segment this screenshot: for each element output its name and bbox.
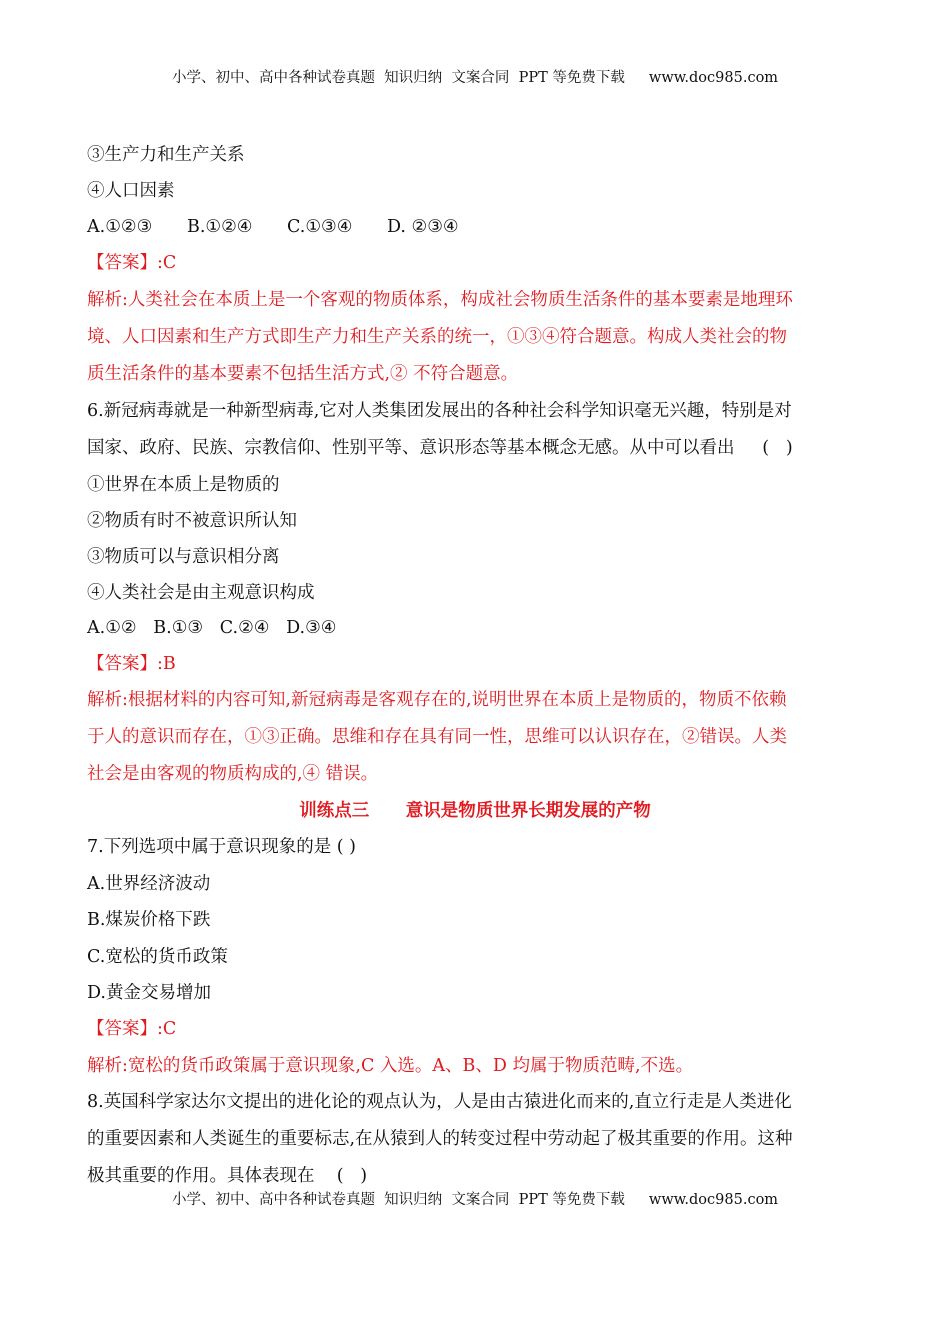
q6-analysis-line: 解析:根据材料的内容可知,新冠病毒是客观存在的,说明世界在本质上是物质的，物质不依赖	[87, 690, 787, 710]
q7-stem: 7.下列选项中属于意识现象的是 ( )	[87, 837, 356, 857]
footer-text: 小学、初中、高中各种试卷真题 知识归纳 文案合同 PPT 等免费下载	[171, 1192, 625, 1208]
q6-options: A.①② B.①③ C.②④ D.③④	[87, 618, 337, 638]
q7-option-a: A.世界经济波动	[87, 874, 211, 894]
q7-answer: 【答案】:C	[87, 1019, 177, 1039]
q6-item: ①世界在本质上是物质的	[87, 475, 280, 495]
q5-analysis-line: 境、人口因素和生产方式即生产力和生产关系的统一，①③④符合题意。构成人类社会的物	[87, 327, 787, 347]
q6-answer: 【答案】:B	[87, 654, 176, 674]
q7-analysis: 解析:宽松的货币政策属于意识现象,C 入选。A、B、D 均属于物质范畴,不选。	[87, 1056, 694, 1076]
q8-stem-line: 8.英国科学家达尔文提出的进化论的观点认为，人是由古猿进化而来的,直立行走是人类进化	[87, 1092, 792, 1112]
footer-site: www.doc985.com	[648, 1192, 779, 1208]
q6-item: ②物质有时不被意识所认知	[87, 511, 297, 531]
q5-option-c: C.①③④	[287, 217, 353, 237]
q5-item-4: ④人口因素	[87, 181, 175, 201]
q6-analysis-line: 社会是由客观的物质构成的,④ 错误。	[87, 764, 379, 784]
q5-option-d: D. ②③④	[387, 217, 459, 237]
q5-item-3: ③生产力和生产关系	[87, 145, 245, 165]
q6-analysis-line: 于人的意识而存在，①③正确。思维和存在具有同一性，思维可以认识存在，②错误。人类	[87, 727, 787, 747]
q6-item: ④人类社会是由主观意识构成	[87, 583, 315, 603]
q8-stem-line: 极其重要的作用。具体表现在 ( )	[87, 1166, 368, 1186]
q5-analysis-line: 质生活条件的基本要素不包括生活方式,② 不符合题意。	[87, 364, 519, 384]
q5-option-b: B.①②④	[187, 217, 253, 237]
q5-analysis-line: 解析:人类社会在本质上是一个客观的物质体系，构成社会物质生活条件的基本要素是地理环	[87, 290, 793, 310]
q7-option-b: B.煤炭价格下跌	[87, 910, 211, 930]
page-header	[0, 68, 950, 88]
q6-stem-line: 6.新冠病毒就是一种新型病毒,它对人类集团发展出的各种社会科学知识毫无兴趣，特别是对	[87, 401, 792, 421]
page-footer	[0, 1190, 950, 1210]
section-title: 训练点三 意识是物质世界长期发展的产物	[299, 801, 651, 821]
q5-answer: 【答案】:C	[87, 253, 177, 273]
header-text: 小学、初中、高中各种试卷真题 知识归纳 文案合同 PPT 等免费下载	[171, 70, 625, 86]
q7-option-c: C.宽松的货币政策	[87, 947, 228, 967]
q7-option-d: D.黄金交易增加	[87, 983, 211, 1003]
header-site: www.doc985.com	[648, 70, 779, 86]
q5-options	[87, 215, 459, 239]
q8-stem-line: 的重要因素和人类诞生的重要标志,在从猿到人的转变过程中劳动起了极其重要的作用。这种	[87, 1129, 793, 1149]
q5-option-a: A.①②③	[87, 217, 153, 237]
q6-stem-line: 国家、政府、民族、宗教信仰、性别平等、意识形态等基本概念无感。从中可以看出 ( )	[87, 438, 793, 458]
q6-item: ③物质可以与意识相分离	[87, 547, 280, 567]
